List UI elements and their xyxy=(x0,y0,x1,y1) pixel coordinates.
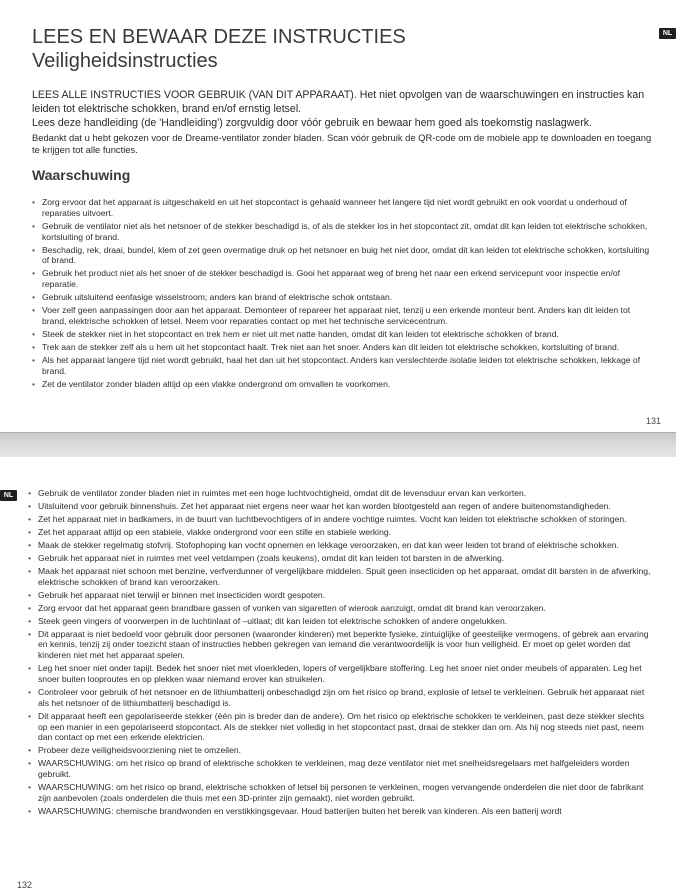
warning-item: • Gebruik het apparaat niet in ruimtes met veel vetdampen (zoals keukens), omdat dit kan leiden tot barsten in de afwerking. xyxy=(28,553,652,564)
warning-item: • Controleer voor gebruik of het netsnoer en de lithiumbatterij onbeschadigd zijn om het risico op brand, explosie of letsel te verkleinen. Gebruik het apparaat niet als het netsnoer of de lithiumbatterij beschadigd is. xyxy=(28,687,652,709)
warning-item: • Maak de stekker regelmatig stofvrij. Stofophoping kan vocht opnemen en lekkage veroorzaken, en dat kan weer leiden tot brand of elektrische schokken. xyxy=(28,540,652,551)
warning-item: • WAARSCHUWING: chemische brandwonden en verstikkingsgevaar. Houd batterijen buiten het bereik van kinderen. Als een batterij wordt xyxy=(28,806,652,817)
warning-list-page-132 xyxy=(28,488,652,819)
warning-item: • Dit apparaat is niet bedoeld voor gebruik door personen (waaronder kinderen) met beperkte fysieke, zintuiglijke of geestelijke vermogens, of gebrek aan ervaring en kennis, tenzij zij onder toezicht staan of instructies hebben gekregen van iemand die verantwoordelijk is voor hun veiligheid. Er moet op gelet worden dat kinderen niet met het apparaat spelen. xyxy=(28,629,652,661)
language-tab: NL xyxy=(659,28,676,39)
intro-paragraph-3: Bedankt dat u hebt gekozen voor de Dreame-ventilator zonder bladen. Scan vóór gebruik de QR-code om de mobiele app te downloaden en toegang te krijgen tot alle functies. xyxy=(32,132,652,155)
intro-paragraph-2: Lees deze handleiding (de 'Handleiding') zorgvuldig door vóór gebruik en bewaar hem goed als toekomstig naslagwerk. xyxy=(32,117,592,129)
warning-item: • Gebruik uitsluitend eenfasige wisselstroom; anders kan brand of elektrische schok ontstaan. xyxy=(32,292,652,303)
page-separator xyxy=(0,432,676,459)
warning-item: • Gebruik de ventilator niet als het netsnoer of de stekker beschadigd is, of als de stekker los in het stopcontact zit, omdat dit kan leiden tot elektrische schokken, kortsluiting of brand. xyxy=(32,221,652,243)
warning-item: • Uitsluitend voor gebruik binnenshuis. Zet het apparaat niet ergens neer waar het kan worden blootgesteld aan regen of andere buitenomstandigheden. xyxy=(28,501,652,512)
warning-item: • Zet het apparaat niet in badkamers, in de buurt van luchtbevochtigers of in andere vochtige ruimtes. Vocht kan leiden tot elektrische schokken of storingen. xyxy=(28,514,652,525)
warning-item: • Gebruik de ventilator zonder bladen niet in ruimtes met een hoge luchtvochtigheid, omdat dit de levensduur ervan kan verkorten. xyxy=(28,488,652,499)
page-number: 131 xyxy=(645,416,661,426)
warning-item: • WAARSCHUWING: om het risico op brand of elektrische schokken te verkleinen, mag deze ventilator niet met snelheidsregelaars met halfgeleiders worden gebruikt. xyxy=(28,758,652,780)
title-line-2: Veiligheidsinstructies xyxy=(32,50,218,72)
warning-item: • Beschadig, rek, draai, bundel, klem of zet geen overmatige druk op het netsnoer en buig het niet door, omdat dit kan leiden tot elektrische schokken, kortsluiting of brand. xyxy=(32,245,652,267)
language-tab: NL xyxy=(0,490,17,501)
section-heading-warning: Waarschuwing xyxy=(32,167,131,183)
warning-item: • Zet de ventilator zonder bladen altijd op een vlakke ondergrond om omvallen te voorkomen. xyxy=(32,379,652,390)
intro-paragraph-1: LEES ALLE INSTRUCTIES VOOR GEBRUIK (VAN DIT APPARAAT). Het niet opvolgen van de waarschuwingen en instructies kan leiden tot elektrische schokken, brand en/of ernstig letsel. xyxy=(32,89,645,115)
warning-item: • Leg het snoer niet onder tapijt. Bedek het snoer niet met vloerkleden, lopers of vergelijkbare stoffering. Leg het snoer niet onder meubels of apparaten. Leg het snoer buiten looproutes en op plekken waar niemand erover kan struikelen. xyxy=(28,663,652,685)
title-line-1: LEES EN BEWAAR DEZE INSTRUCTIES xyxy=(32,26,406,48)
warning-item: • Als het apparaat langere tijd niet wordt gebruikt, haal het dan uit het stopcontact. Anders kan verslechterde isolatie leiden tot elektrische schokken, lekkage of brand. xyxy=(32,355,652,377)
warning-item: • Steek de stekker niet in het stopcontact en trek hem er niet uit met natte handen, omdat dit kan leiden tot elektrische schokken of brand. xyxy=(32,329,652,340)
warning-item: • Steek geen vingers of voorwerpen in de luchtinlaat of –uitlaat; dit kan leiden tot elektrische schokken of andere ongelukken. xyxy=(28,616,652,627)
warning-item: • WAARSCHUWING: om het risico op brand, elektrische schokken of letsel bij personen te verkleinen, mogen vervangende onderdelen die niet door de fabrikant zijn aanbevolen (zoals onderdelen die thuis met een 3D-printer zijn gemaakt), niet worden gebruikt. xyxy=(28,782,652,804)
warning-item: • Zorg ervoor dat het apparaat geen brandbare gassen of vonken van sigaretten of wierook aanzuigt, omdat dit brand kan veroorzaken. xyxy=(28,603,652,614)
manual-page-131 xyxy=(0,0,676,432)
warning-item: • Maak het apparaat niet schoon met benzine, verfverdunner of vergelijkbare middelen. Spuit geen insecticiden op het apparaat, omdat dit barsten in de afwerking, elektrische schokken of brand kan veroorzaken. xyxy=(28,566,652,588)
page-number: 132 xyxy=(17,880,33,890)
intro-block xyxy=(32,88,652,156)
warning-item: • Probeer deze veiligheidsvoorziening niet te omzeilen. xyxy=(28,745,652,756)
warning-item: • Trek aan de stekker zelf als u hem uit het stopcontact haalt. Trek niet aan het snoer. Anders kan dit leiden tot elektrische schokken, kortsluiting of brand. xyxy=(32,342,652,353)
page-title xyxy=(32,25,406,73)
warning-list-page-131 xyxy=(32,197,652,392)
warning-item: • Gebruik het apparaat niet terwijl er binnen met insecticiden wordt gespoten. xyxy=(28,590,652,601)
warning-item: • Zet het apparaat altijd op een stabiele, vlakke ondergrond voor een stille en stabiele werking. xyxy=(28,527,652,538)
warning-item: • Dit apparaat heeft een gepolariseerde stekker (één pin is breder dan de andere). Om het risico op elektrische schokken te verkleinen, past deze stekker slechts op een manier in een gepolariseerd stopcontact. Als de stekker niet volledig in het stopcontact past, draai de stekker dan om. Als hij nog steeds niet past, neem dan contact op met een erkende elektricien. xyxy=(28,711,652,743)
warning-item: • Voer zelf geen aanpassingen door aan het apparaat. Demonteer of repareer het apparaat niet, tenzij u een erkende monteur bent. Anders kan dit leiden tot brand, elektrische schokken of letsel. Neem voor reparaties contact op met het technische servicecentrum. xyxy=(32,305,652,327)
warning-item: • Gebruik het product niet als het snoer of de stekker beschadigd is. Gooi het apparaat weg of breng het naar een erkend servicepunt voor inspectie en/of reparatie. xyxy=(32,268,652,290)
warning-item: • Zorg ervoor dat het apparaat is uitgeschakeld en uit het stopcontact is gehaald wanneer het langere tijd niet wordt gebruikt en ook voordat u onderhoud of reparaties uitvoert. xyxy=(32,197,652,219)
